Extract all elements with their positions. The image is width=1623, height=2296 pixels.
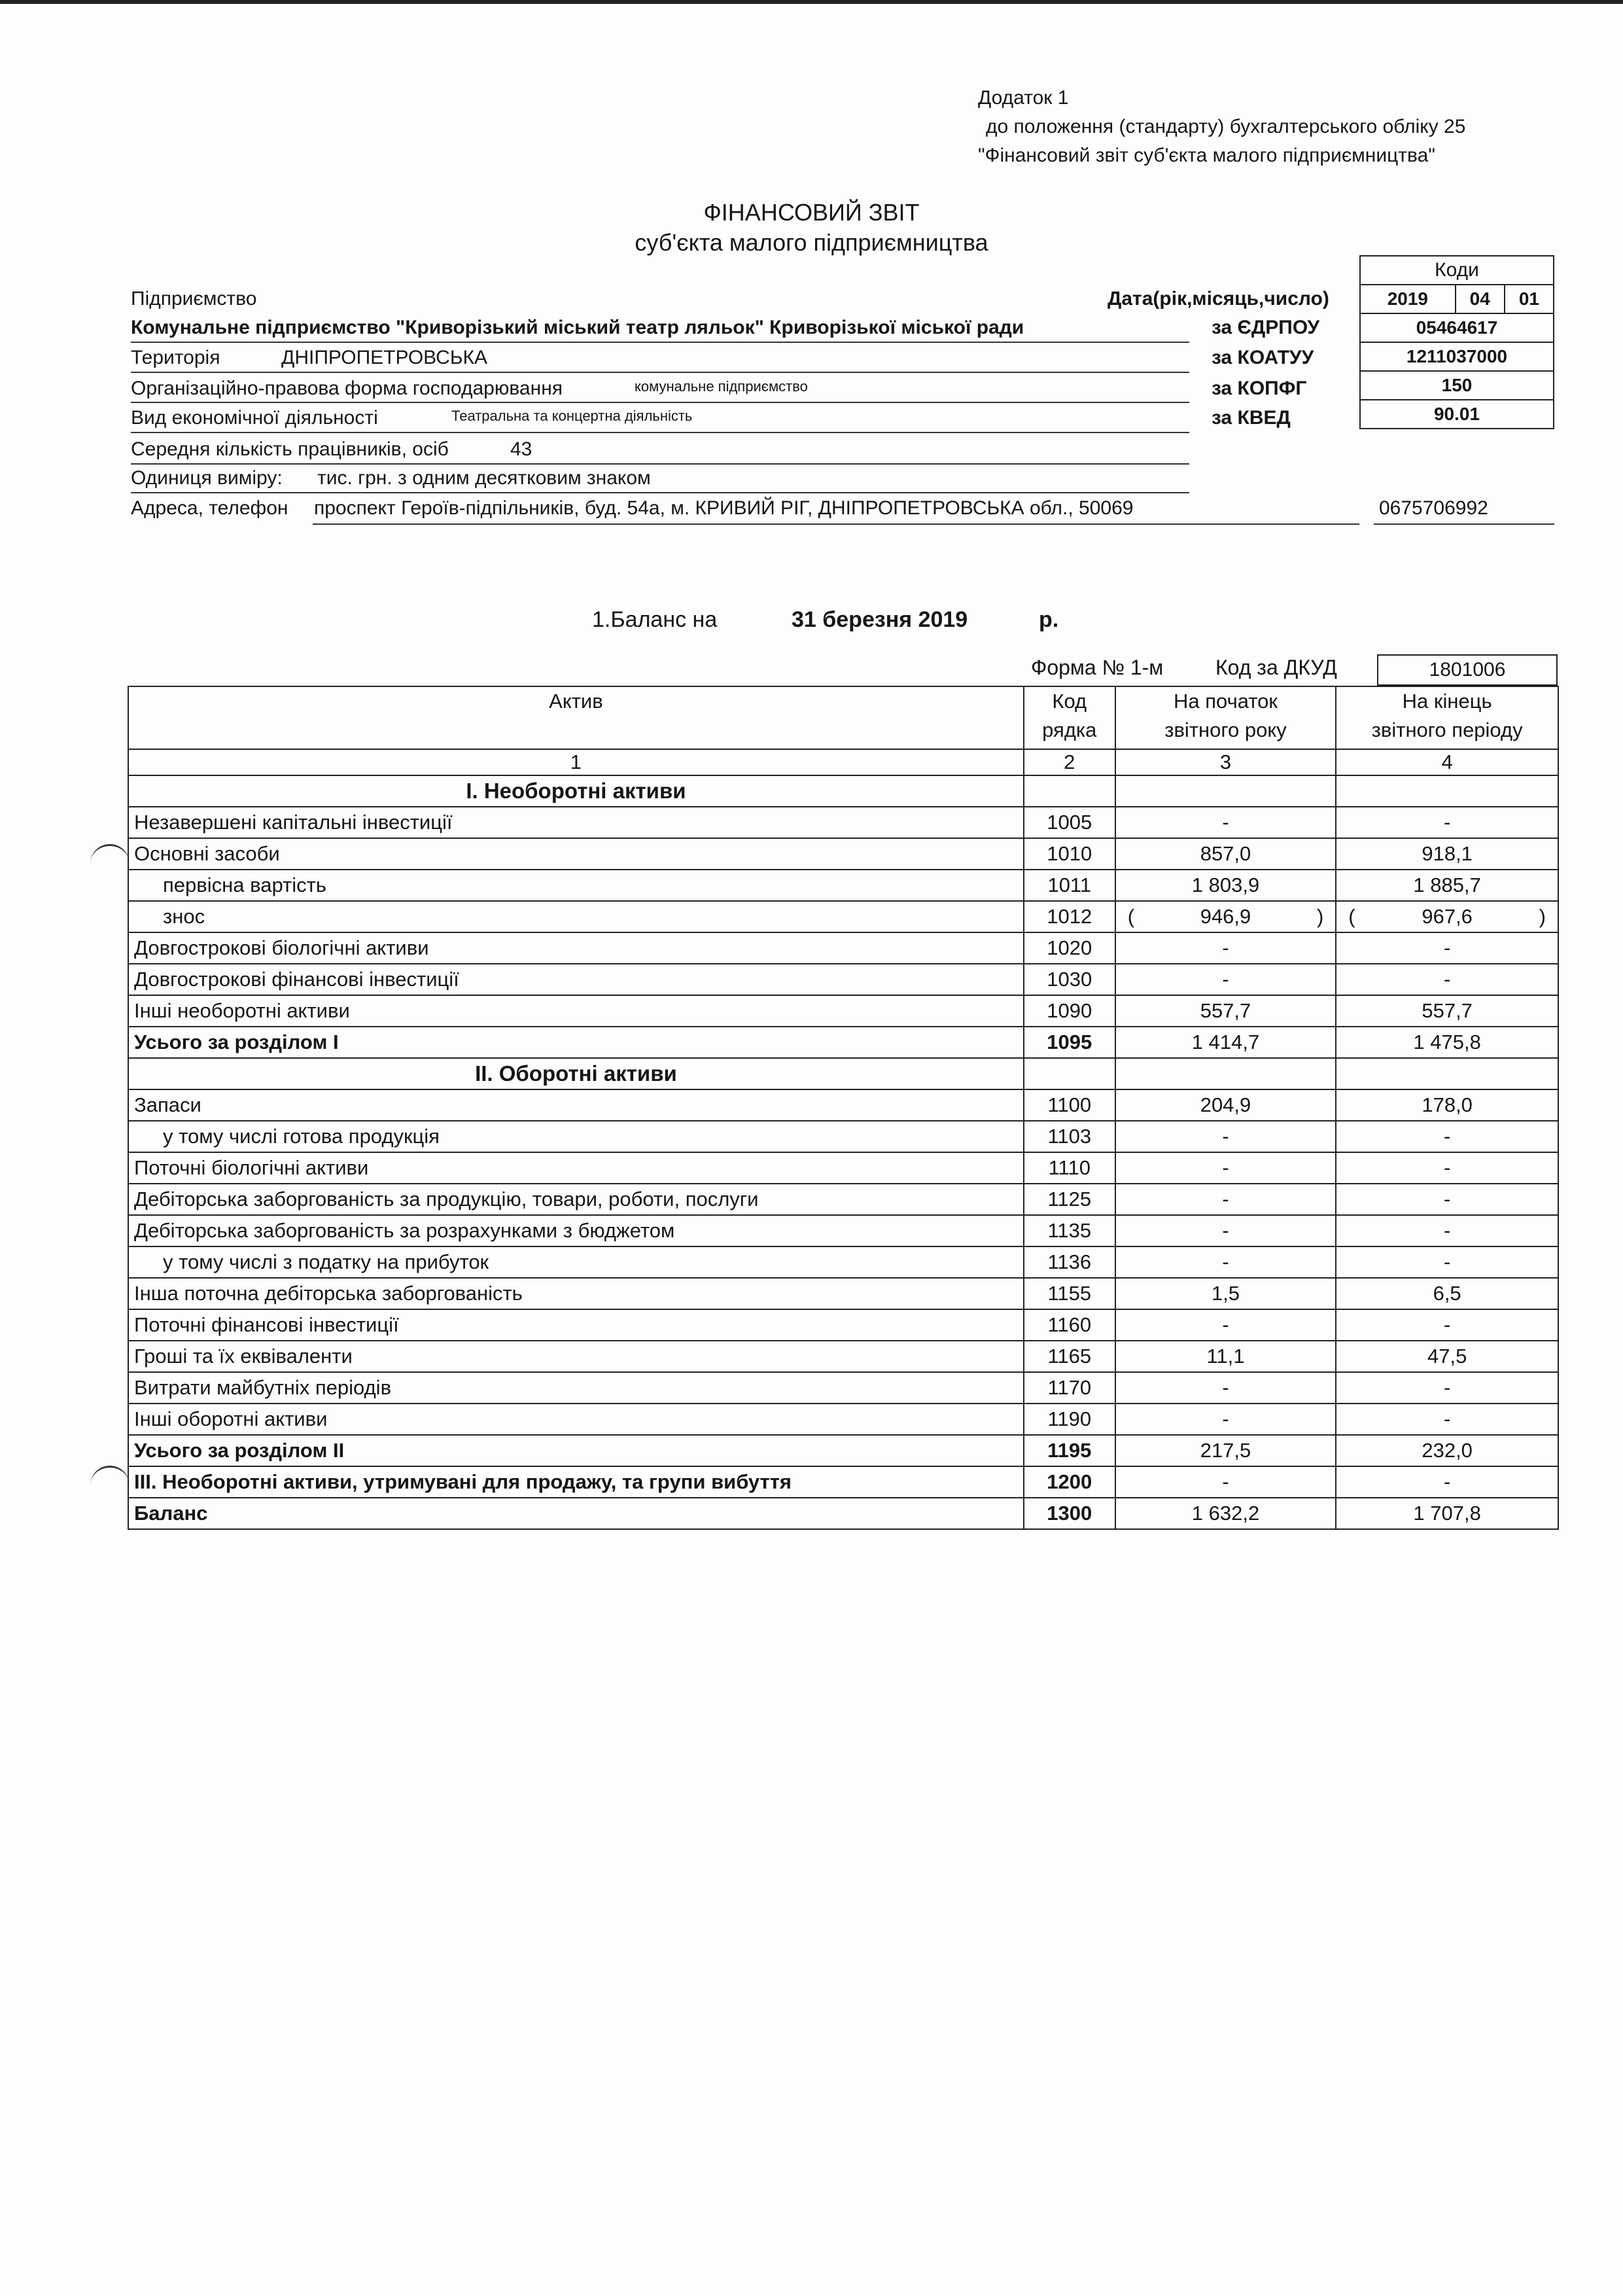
- col-number-2: 2: [1024, 749, 1115, 775]
- codes-table: [1359, 255, 1554, 429]
- balance-total-row: [128, 1498, 1558, 1529]
- table-row: [128, 964, 1558, 995]
- row-end: -: [1336, 1309, 1558, 1341]
- section-3-row: [128, 1466, 1558, 1498]
- row-name: III. Необоротні активи, утримувані для продажу, та групи вибуття: [128, 1466, 1024, 1498]
- row-code: 1125: [1024, 1184, 1115, 1215]
- form-label: Форма № 1-м: [1031, 656, 1164, 679]
- row-end: -: [1336, 1466, 1558, 1498]
- row-end: 6,5: [1336, 1278, 1558, 1309]
- row-start: -: [1115, 964, 1336, 995]
- row-end: 47,5: [1336, 1341, 1558, 1372]
- row-name: Довгострокові біологічні активи: [128, 932, 1024, 964]
- enterprise-name: Комунальне підприємство "Криворізький міський театр ляльок" Криворізької міської ради: [131, 317, 1024, 338]
- appendix-line-2: до положення (стандарту) бухгалтерського обліку 25: [986, 116, 1466, 137]
- row-code: 1100: [1024, 1089, 1115, 1121]
- balance-table: [128, 686, 1559, 1530]
- row-end: -: [1336, 932, 1558, 964]
- table-row: [128, 901, 1558, 932]
- row-name: первісна вартість: [128, 870, 1024, 901]
- row-start: -: [1115, 1466, 1336, 1498]
- col-number-4: 4: [1336, 749, 1558, 775]
- row-end: -: [1336, 1184, 1558, 1215]
- scan-edge: [0, 0, 1623, 4]
- kved-code: 90.01: [1360, 400, 1554, 429]
- row-code: 1103: [1024, 1121, 1115, 1152]
- balance-title-prefix: 1.Баланс на: [592, 607, 718, 632]
- row-end-value: 967,6: [1422, 905, 1473, 928]
- row-name: у тому числі з податку на прибуток: [128, 1246, 1024, 1278]
- row-name: Інші оборотні активи: [128, 1404, 1024, 1435]
- row-name: Баланс: [128, 1498, 1024, 1529]
- row-start: -: [1115, 1372, 1336, 1404]
- row-end: -: [1336, 1215, 1558, 1246]
- appendix-note: [978, 84, 1465, 170]
- col-number-3: 3: [1115, 749, 1336, 775]
- dkud-code: 1801006: [1377, 654, 1558, 686]
- table-row: [128, 1215, 1558, 1246]
- activity-label: Вид економічної діяльності: [131, 407, 378, 429]
- row-start-value: 946,9: [1200, 905, 1251, 928]
- row-start: 857,0: [1115, 838, 1336, 870]
- row-code: 1136: [1024, 1246, 1115, 1278]
- balance-title-suffix: р.: [1039, 607, 1059, 632]
- row-end: -: [1336, 964, 1558, 995]
- header-start-line2: звітного року: [1164, 718, 1287, 741]
- date-day: 01: [1505, 285, 1554, 313]
- row-start: -: [1115, 932, 1336, 964]
- header-code-line1: Код: [1052, 690, 1087, 713]
- row-start: -: [1115, 807, 1336, 838]
- row-end: -: [1336, 1372, 1558, 1404]
- row-end: 1 707,8: [1336, 1498, 1558, 1529]
- territory-label: Територія: [131, 347, 220, 368]
- row-code: 1110: [1024, 1152, 1115, 1184]
- row-code: 1195: [1024, 1435, 1115, 1466]
- codes-header: Коди: [1360, 256, 1554, 285]
- table-row: [128, 932, 1558, 964]
- unit-underline: [131, 492, 1189, 493]
- pen-mark: [90, 1466, 130, 1487]
- row-code: 1011: [1024, 870, 1115, 901]
- row-start: -: [1115, 1215, 1336, 1246]
- row-end: 178,0: [1336, 1089, 1558, 1121]
- enterprise-label: Підприємство: [131, 288, 257, 309]
- pen-mark: [90, 844, 130, 866]
- row-end: 1 475,8: [1336, 1027, 1558, 1058]
- row-code: 1190: [1024, 1404, 1115, 1435]
- appendix-line-3: "Фінансовий звіт суб'єкта малого підприємництва": [978, 145, 1435, 166]
- kopfg-label: за КОПФГ: [1212, 378, 1307, 399]
- row-name: у тому числі готова продукція: [128, 1121, 1024, 1152]
- table-row: [128, 807, 1558, 838]
- row-start: 1 632,2: [1115, 1498, 1336, 1529]
- dkud-label: Код за ДКУД: [1215, 656, 1337, 679]
- row-start: -: [1115, 1404, 1336, 1435]
- row-end: 918,1: [1336, 838, 1558, 870]
- row-code: 1135: [1024, 1215, 1115, 1246]
- col-number-1: 1: [128, 749, 1024, 775]
- row-code: 1170: [1024, 1372, 1115, 1404]
- row-start: -: [1115, 1246, 1336, 1278]
- header-end: [1336, 686, 1558, 749]
- row-end: [1336, 901, 1558, 932]
- edrpou-label: за ЄДРПОУ: [1212, 317, 1320, 338]
- address-underline: [313, 523, 1359, 525]
- row-code: 1090: [1024, 995, 1115, 1027]
- koatuu-label: за КОАТУУ: [1212, 347, 1314, 368]
- row-end: 1 885,7: [1336, 870, 1558, 901]
- table-row: [128, 1372, 1558, 1404]
- territory-value: ДНІПРОПЕТРОВСЬКА: [281, 347, 487, 368]
- row-code: 1010: [1024, 838, 1115, 870]
- staff-underline: [131, 463, 1189, 465]
- row-code: 1012: [1024, 901, 1115, 932]
- phone-value: 0675706992: [1379, 497, 1488, 519]
- header-start: [1115, 686, 1336, 749]
- row-code: 1030: [1024, 964, 1115, 995]
- row-name: Витрати майбутніх періодів: [128, 1372, 1024, 1404]
- address-label: Адреса, телефон: [131, 497, 288, 519]
- koatuu-code: 1211037000: [1360, 342, 1554, 371]
- column-number-row: [128, 749, 1558, 775]
- staff-value: 43: [510, 438, 532, 460]
- kopfg-code: 150: [1360, 371, 1554, 400]
- empty-cell: [1115, 1058, 1336, 1089]
- table-row: [128, 995, 1558, 1027]
- row-name: Поточні біологічні активи: [128, 1152, 1024, 1184]
- row-name: Усього за розділом I: [128, 1027, 1024, 1058]
- section-1-row: [128, 775, 1558, 807]
- row-end: -: [1336, 1152, 1558, 1184]
- row-start: 1 414,7: [1115, 1027, 1336, 1058]
- enterprise-underline: [131, 342, 1189, 343]
- kved-label: за КВЕД: [1212, 407, 1291, 429]
- row-end: -: [1336, 1121, 1558, 1152]
- subtotal-row: [128, 1027, 1558, 1058]
- row-start: 204,9: [1115, 1089, 1336, 1121]
- row-end: -: [1336, 1404, 1558, 1435]
- legal-form-value: комунальне підприємство: [635, 378, 808, 395]
- unit-value: тис. грн. з одним десятковим знаком: [317, 467, 651, 489]
- row-name: Дебіторська заборгованість за продукцію, товари, роботи, послуги: [128, 1184, 1024, 1215]
- table-row: [128, 1309, 1558, 1341]
- empty-cell: [1336, 1058, 1558, 1089]
- row-start: -: [1115, 1309, 1336, 1341]
- territory-underline: [131, 372, 1189, 373]
- address-value: проспект Героїв-підпільників, буд. 54а, м. КРИВИЙ РІГ, ДНІПРОПЕТРОВСЬКА обл., 50069: [314, 497, 1134, 519]
- table-row: [128, 1278, 1558, 1309]
- date-label: Дата(рік,місяць,число): [1108, 288, 1329, 309]
- header-start-line1: На початок: [1174, 690, 1278, 713]
- row-code: 1200: [1024, 1466, 1115, 1498]
- row-start: -: [1115, 1121, 1336, 1152]
- activity-value: Театральна та концертна діяльність: [451, 408, 693, 424]
- row-code: 1020: [1024, 932, 1115, 964]
- subtotal-row: [128, 1435, 1558, 1466]
- date-year: 2019: [1360, 285, 1456, 313]
- row-start: 217,5: [1115, 1435, 1336, 1466]
- close-paren: ): [1539, 905, 1546, 928]
- legal-form-label: Організаційно-правова форма господарювання: [131, 378, 563, 399]
- staff-label: Середня кількість працівників, осіб: [131, 438, 449, 460]
- row-code: 1165: [1024, 1341, 1115, 1372]
- row-name: Гроші та їх еквіваленти: [128, 1341, 1024, 1372]
- row-end: -: [1336, 1246, 1558, 1278]
- report-title: ФІНАНСОВИЙ ЗВІТ: [703, 199, 920, 226]
- table-row: [128, 1246, 1558, 1278]
- row-code: 1095: [1024, 1027, 1115, 1058]
- empty-cell: [1336, 775, 1558, 807]
- row-name: Основні засоби: [128, 838, 1024, 870]
- row-name: Запаси: [128, 1089, 1024, 1121]
- row-start: -: [1115, 1184, 1336, 1215]
- table-row: [128, 1341, 1558, 1372]
- row-start: 1,5: [1115, 1278, 1336, 1309]
- balance-title-date: 31 березня 2019: [792, 607, 968, 632]
- row-name: Поточні фінансові інвестиції: [128, 1309, 1024, 1341]
- date-month: 04: [1456, 285, 1505, 313]
- phone-underline: [1374, 523, 1554, 525]
- row-start: [1115, 901, 1336, 932]
- empty-cell: [1024, 1058, 1115, 1089]
- row-start: 11,1: [1115, 1341, 1336, 1372]
- row-name: Незавершені капітальні інвестиції: [128, 807, 1024, 838]
- row-code: 1005: [1024, 807, 1115, 838]
- open-paren: (: [1348, 905, 1355, 928]
- section-2-title: II. Оборотні активи: [128, 1058, 1024, 1089]
- table-row: [128, 1152, 1558, 1184]
- unit-label: Одиниця виміру:: [131, 467, 283, 489]
- report-subtitle: суб'єкта малого підприємництва: [635, 229, 988, 256]
- close-paren: ): [1316, 905, 1324, 928]
- legal-form-underline: [131, 402, 1189, 403]
- header-end-line1: На кінець: [1402, 690, 1492, 713]
- empty-cell: [1115, 775, 1336, 807]
- row-start: -: [1115, 1152, 1336, 1184]
- section-2-row: [128, 1058, 1558, 1089]
- header-code-line2: рядка: [1042, 718, 1097, 741]
- table-row: [128, 1121, 1558, 1152]
- row-end: 232,0: [1336, 1435, 1558, 1466]
- row-code: 1300: [1024, 1498, 1115, 1529]
- row-name: Інша поточна дебіторська заборгованість: [128, 1278, 1024, 1309]
- row-name: Інші необоротні активи: [128, 995, 1024, 1027]
- row-end: -: [1336, 807, 1558, 838]
- row-start: 1 803,9: [1115, 870, 1336, 901]
- section-1-title: I. Необоротні активи: [128, 775, 1024, 807]
- header-asset: Актив: [128, 686, 1024, 749]
- activity-underline: [131, 432, 1189, 433]
- header-code: [1024, 686, 1115, 749]
- table-row: [128, 1184, 1558, 1215]
- header-end-line2: звітного періоду: [1371, 718, 1523, 741]
- appendix-line-1: Додаток 1: [978, 87, 1069, 109]
- edrpou-code: 05464617: [1360, 313, 1554, 342]
- empty-cell: [1024, 775, 1115, 807]
- table-row: [128, 1089, 1558, 1121]
- row-name: Усього за розділом II: [128, 1435, 1024, 1466]
- row-end: 557,7: [1336, 995, 1558, 1027]
- open-paren: (: [1127, 905, 1135, 928]
- row-start: 557,7: [1115, 995, 1336, 1027]
- table-row: [128, 870, 1558, 901]
- table-row: [128, 838, 1558, 870]
- row-name: Дебіторська заборгованість за розрахунками з бюджетом: [128, 1215, 1024, 1246]
- row-name: Довгострокові фінансові інвестиції: [128, 964, 1024, 995]
- row-code: 1160: [1024, 1309, 1115, 1341]
- table-header-row: [128, 686, 1558, 749]
- table-row: [128, 1404, 1558, 1435]
- row-code: 1155: [1024, 1278, 1115, 1309]
- row-name: знос: [128, 901, 1024, 932]
